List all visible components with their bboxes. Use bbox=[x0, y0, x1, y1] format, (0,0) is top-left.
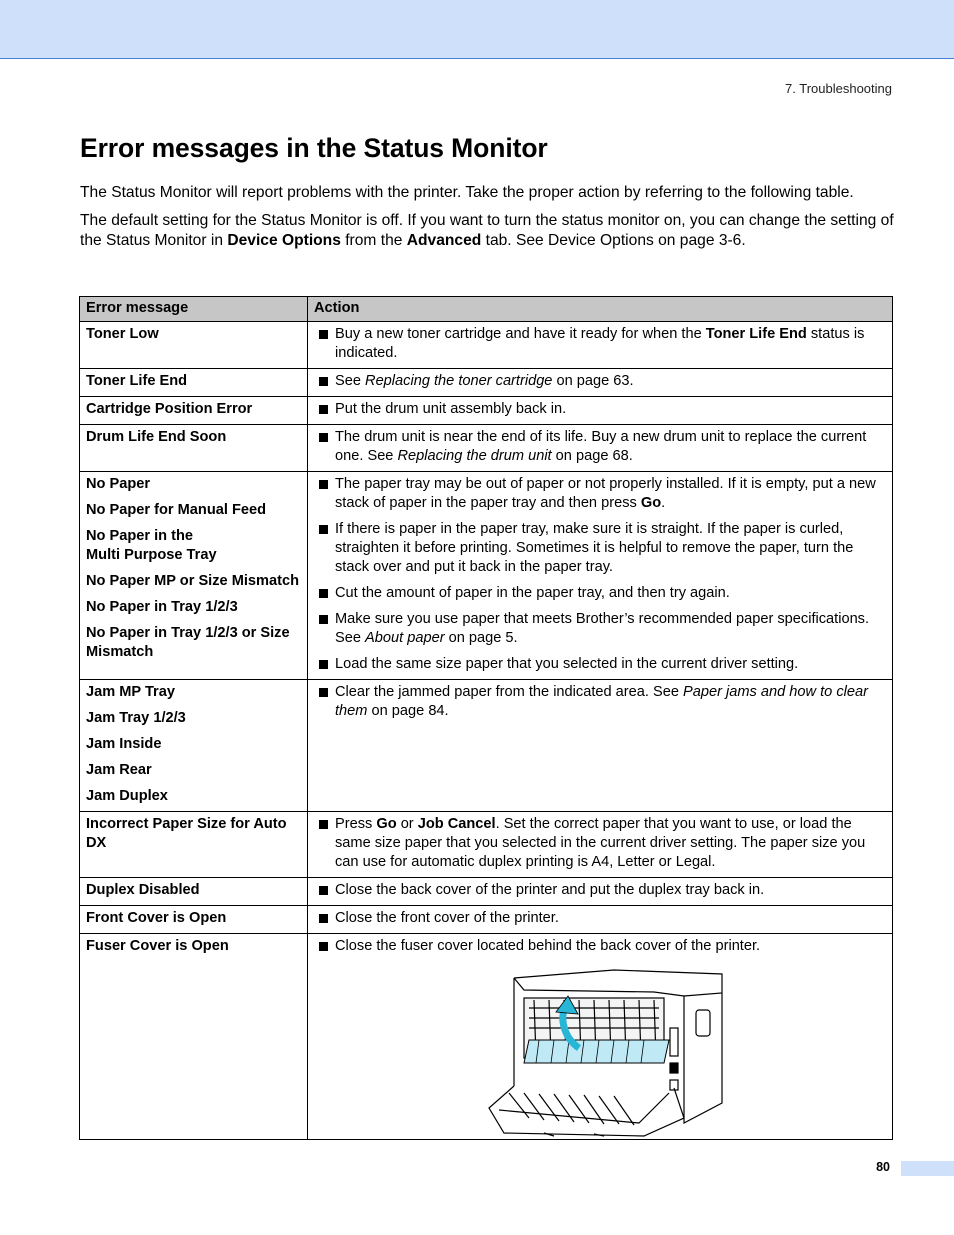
error-message-cell: Incorrect Paper Size for Auto DX bbox=[80, 812, 308, 878]
device-options-term: Device Options bbox=[227, 232, 341, 249]
action-text: or bbox=[396, 816, 418, 832]
cross-reference: About paper bbox=[365, 630, 445, 646]
action-bullet bbox=[314, 372, 886, 391]
action-term: Toner Life End bbox=[705, 326, 807, 342]
error-message-cell: Duplex Disabled bbox=[80, 878, 308, 906]
header-band bbox=[0, 0, 954, 59]
action-cell bbox=[308, 934, 893, 1140]
error-message-line: No Paper in the bbox=[86, 528, 194, 544]
action-text: Make sure you use paper that meets Brother’s recommended paper specifications. See bbox=[335, 611, 870, 646]
column-header-action: Action bbox=[308, 297, 893, 322]
action-text: See bbox=[335, 373, 366, 389]
action-bullet: Load the same size paper that you selected in the current driver setting. bbox=[314, 655, 886, 674]
go-button-term: Go bbox=[376, 816, 397, 832]
table-header-row bbox=[80, 297, 893, 322]
table-row bbox=[80, 472, 893, 680]
intro-paragraph-2 bbox=[80, 211, 895, 252]
advanced-term: Advanced bbox=[406, 232, 482, 249]
action-text: . Set the correct paper that you want to use, or load the same size paper that you selected in the current driver setting. The paper size you can use for automatic duplex printing is A4, Letter or Legal. bbox=[335, 816, 866, 870]
intro-text bbox=[80, 183, 895, 259]
page-number: 80 bbox=[876, 1160, 890, 1174]
cross-reference: Replacing the toner cartridge bbox=[365, 373, 553, 389]
column-header-error-message: Error message bbox=[80, 297, 308, 322]
action-cell bbox=[308, 812, 893, 878]
table-row bbox=[80, 906, 893, 934]
printer-fuser-cover-illustration-icon bbox=[484, 968, 724, 1138]
table-row bbox=[80, 934, 893, 1140]
action-text: on page 5. bbox=[444, 630, 518, 646]
error-message: Jam MP Tray bbox=[86, 684, 175, 700]
error-message-cell: Drum Life End Soon bbox=[80, 425, 308, 472]
figure bbox=[314, 956, 886, 1134]
error-message: No Paper in Tray 1/2/3 bbox=[86, 599, 238, 615]
action-cell bbox=[308, 878, 893, 906]
action-text: The paper tray may be out of paper or not properly installed. If it is empty, put a new stack of paper in the paper tray and then press bbox=[335, 476, 876, 511]
action-cell bbox=[308, 472, 893, 680]
table-row bbox=[80, 397, 893, 425]
intro2-text: tab. See Device Options on page 3-6. bbox=[481, 232, 746, 249]
error-message: Jam Inside bbox=[86, 736, 162, 752]
error-message-cell: Front Cover is Open bbox=[80, 906, 308, 934]
error-message: No Paper in Tray 1/2/3 or Size Mismatch bbox=[86, 625, 290, 660]
error-messages-table bbox=[79, 296, 893, 1140]
table-row bbox=[80, 425, 893, 472]
error-message: No Paper MP or Size Mismatch bbox=[86, 573, 300, 589]
intro2-text: from the bbox=[340, 232, 407, 249]
table-row bbox=[80, 322, 893, 369]
action-bullet: Cut the amount of paper in the paper tray, and then try again. bbox=[314, 584, 886, 603]
action-bullet bbox=[314, 325, 886, 363]
table-row bbox=[80, 878, 893, 906]
error-message-cell bbox=[80, 680, 308, 812]
job-cancel-term: Job Cancel bbox=[417, 816, 496, 832]
action-cell bbox=[308, 425, 893, 472]
action-bullet: Put the drum unit assembly back in. bbox=[314, 400, 886, 419]
action-bullet bbox=[314, 815, 886, 872]
page-title: Error messages in the Status Monitor bbox=[80, 133, 548, 163]
table-row bbox=[80, 680, 893, 812]
action-bullet: Close the back cover of the printer and put the duplex tray back in. bbox=[314, 881, 886, 900]
action-cell bbox=[308, 322, 893, 369]
action-bullet: If there is paper in the paper tray, make sure it is straight. If the paper is curled, straighten it before printing. Sometimes it is helpful to remove the paper, turn the stack over and put it back in the paper tray. bbox=[314, 520, 886, 577]
error-message-cell: Toner Low bbox=[80, 322, 308, 369]
action-text: . bbox=[661, 495, 666, 511]
action-text: Buy a new toner cartridge and have it ready for when the bbox=[335, 326, 706, 342]
action-bullet: Close the front cover of the printer. bbox=[314, 909, 886, 928]
action-bullet bbox=[314, 475, 886, 513]
error-message: Jam Tray 1/2/3 bbox=[86, 710, 186, 726]
action-text: Press bbox=[335, 816, 377, 832]
go-button-term: Go bbox=[640, 495, 662, 511]
error-message-cell: Fuser Cover is Open bbox=[80, 934, 308, 1140]
action-cell bbox=[308, 369, 893, 397]
error-message-cell bbox=[80, 472, 308, 680]
cross-reference: Replacing the drum unit bbox=[397, 448, 552, 464]
action-cell bbox=[308, 906, 893, 934]
action-bullet bbox=[314, 683, 886, 721]
error-message-line: Multi Purpose Tray bbox=[86, 547, 217, 563]
action-text: on page 63. bbox=[552, 373, 634, 389]
error-message: No Paper bbox=[86, 476, 151, 492]
action-text: The drum unit is near the end of its life. Buy a new drum unit to replace the current one. See bbox=[335, 429, 867, 464]
chapter-label: 7. Troubleshooting bbox=[785, 81, 892, 96]
action-bullet bbox=[314, 610, 886, 648]
action-text: on page 84. bbox=[367, 703, 449, 719]
error-message: Jam Rear bbox=[86, 762, 152, 778]
action-text: status is indicated. bbox=[335, 326, 865, 361]
error-message-cell: Cartridge Position Error bbox=[80, 397, 308, 425]
page-tab-marker bbox=[901, 1161, 954, 1176]
action-bullet bbox=[314, 428, 886, 466]
error-message: No Paper for Manual Feed bbox=[86, 502, 267, 518]
action-cell bbox=[308, 680, 893, 812]
action-text: Clear the jammed paper from the indicated area. See bbox=[335, 684, 684, 700]
cross-reference: Paper jams and how to clear them bbox=[335, 684, 868, 719]
action-bullet: Close the fuser cover located behind the back cover of the printer. bbox=[314, 937, 886, 956]
error-message: Jam Duplex bbox=[86, 788, 168, 804]
action-text: on page 68. bbox=[551, 448, 633, 464]
error-message-cell: Toner Life End bbox=[80, 369, 308, 397]
intro2-text: The default setting for the Status Monitor is off. If you want to turn the status monitor on, you can change the setting of the Status Monitor in bbox=[80, 211, 894, 249]
table-row bbox=[80, 812, 893, 878]
table-row bbox=[80, 369, 893, 397]
action-cell bbox=[308, 397, 893, 425]
intro-paragraph-1: The Status Monitor will report problems with the printer. Take the proper action by referring to the following table. bbox=[80, 184, 854, 201]
error-message bbox=[86, 527, 301, 565]
